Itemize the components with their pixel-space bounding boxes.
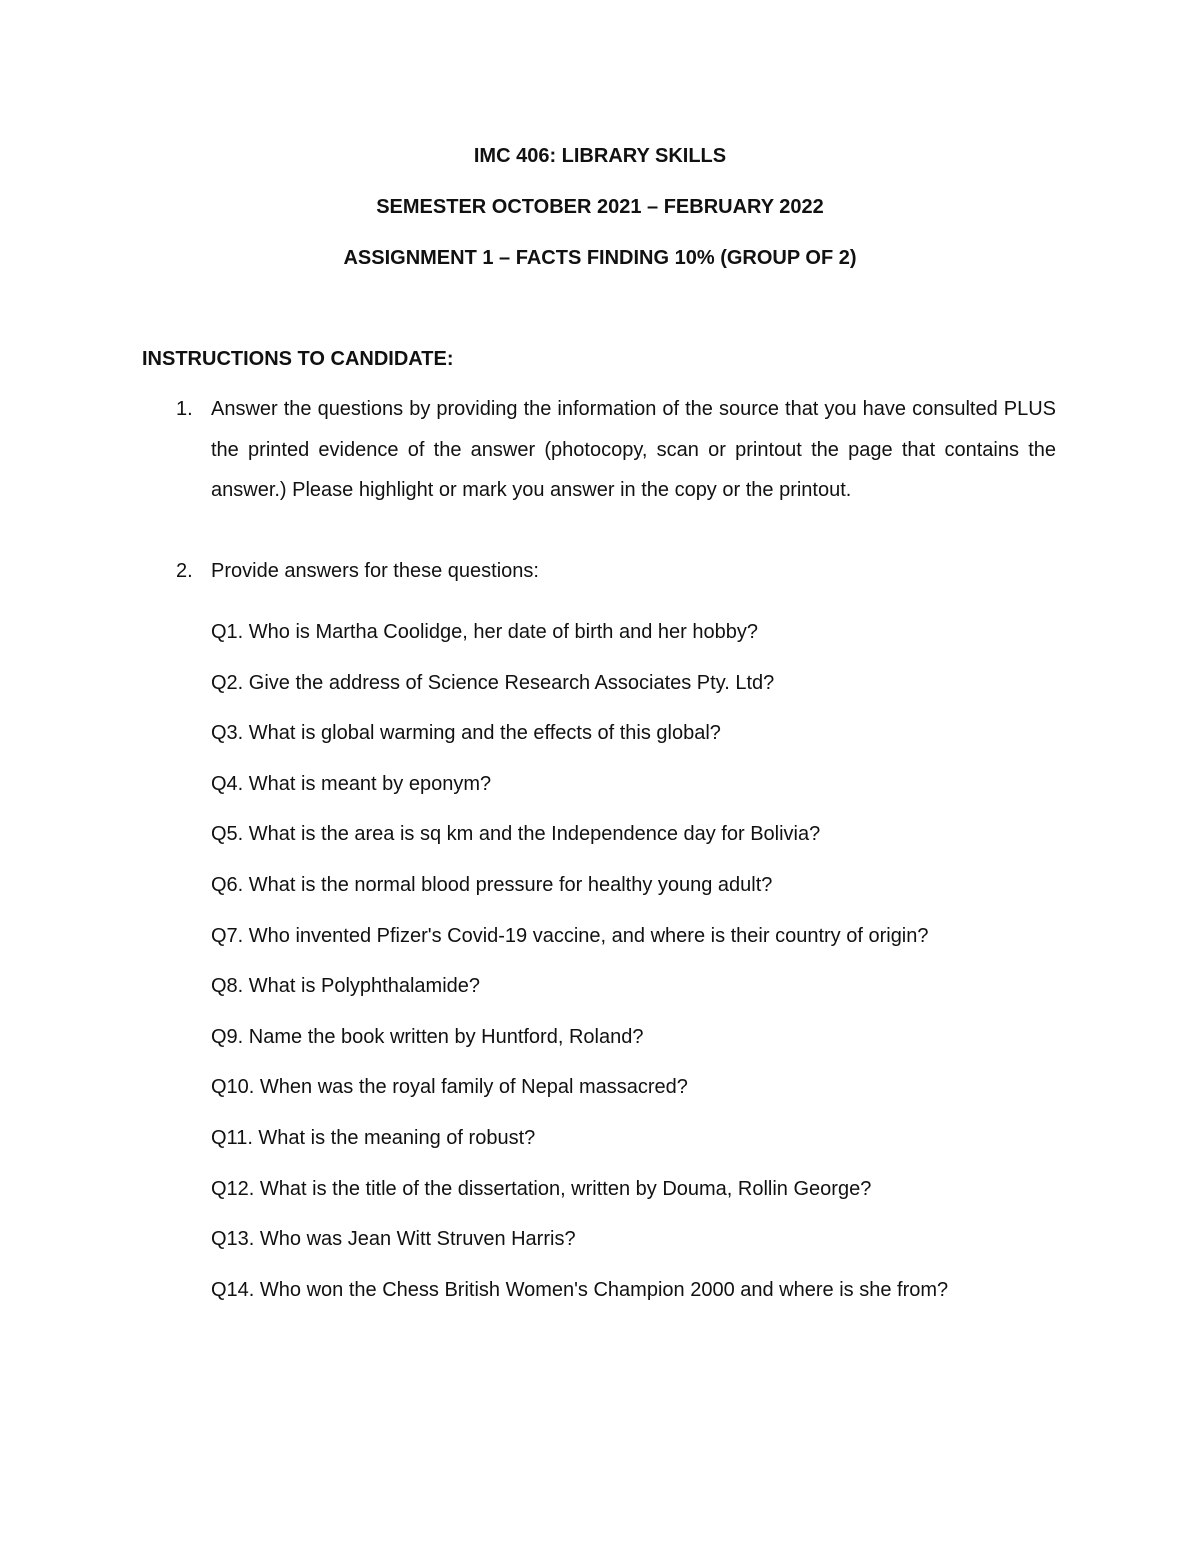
question-item: Q6. What is the normal blood pressure for healthy young adult? bbox=[211, 874, 773, 896]
question-item: Q2. Give the address of Science Research Associates Pty. Ltd? bbox=[211, 672, 775, 694]
instruction-number: 1. bbox=[176, 398, 193, 420]
instruction-number: 2. bbox=[176, 560, 193, 582]
question-item: Q14. Who won the Chess British Women's Champion 2000 and where is she from? bbox=[211, 1279, 949, 1301]
question-item: Q7. Who invented Pfizer's Covid-19 vaccine, and where is their country of origin? bbox=[211, 925, 929, 947]
question-item: Q1. Who is Martha Coolidge, her date of birth and her hobby? bbox=[211, 621, 758, 643]
question-item: Q9. Name the book written by Huntford, Roland? bbox=[211, 1026, 644, 1048]
instructions-heading: INSTRUCTIONS TO CANDIDATE: bbox=[142, 348, 454, 370]
instruction-text: Answer the questions by providing the information of the source that you have consulted PLUS the printed evidence of the answer (photocopy, scan or printout the page that contains the answer.) Please highlight or mark you answer in the copy or the printout. bbox=[211, 398, 1056, 501]
question-item: Q3. What is global warming and the effects of this global? bbox=[211, 722, 721, 744]
question-item: Q8. What is Polyphthalamide? bbox=[211, 975, 481, 997]
question-item: Q10. When was the royal family of Nepal massacred? bbox=[211, 1076, 688, 1098]
assignment-title: ASSIGNMENT 1 – FACTS FINDING 10% (GROUP OF 2) bbox=[343, 247, 857, 269]
course-title: IMC 406: LIBRARY SKILLS bbox=[473, 145, 727, 167]
instruction-text: Provide answers for these questions: bbox=[211, 560, 539, 582]
question-item: Q5. What is the area is sq km and the Independence day for Bolivia? bbox=[211, 823, 821, 845]
question-item: Q12. What is the title of the dissertation, written by Douma, Rollin George? bbox=[211, 1178, 872, 1200]
question-item: Q11. What is the meaning of robust? bbox=[211, 1127, 536, 1149]
semester-title: SEMESTER OCTOBER 2021 – FEBRUARY 2022 bbox=[376, 196, 824, 218]
question-item: Q4. What is meant by eponym? bbox=[211, 773, 492, 795]
question-item: Q13. Who was Jean Witt Struven Harris? bbox=[211, 1228, 576, 1250]
